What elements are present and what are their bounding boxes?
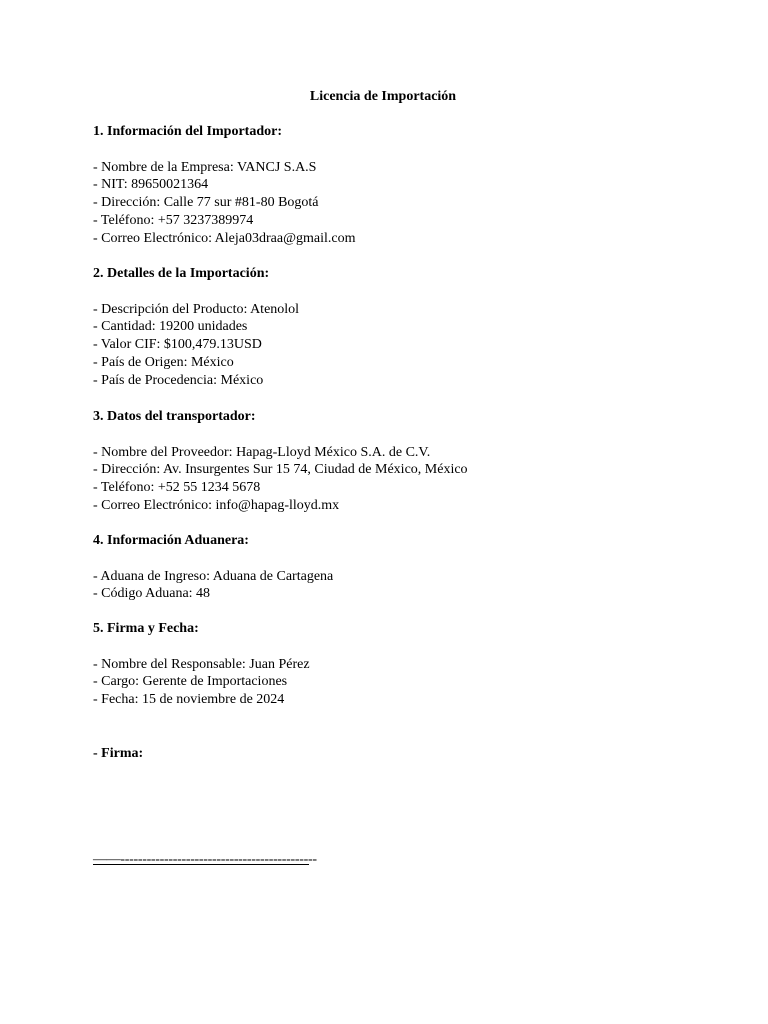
field-supplier-name: - Nombre del Proveedor: Hapag-Lloyd México S.A. de C.V. — [93, 444, 431, 460]
section-carrier-data — [93, 408, 713, 515]
signature-underline — [93, 864, 309, 865]
section-importer-info — [93, 123, 713, 248]
field-responsible-name: - Nombre del Responsable: Juan Pérez — [93, 656, 310, 672]
field-country-of-origin: - País de Origen: México — [93, 354, 234, 370]
document-title: Licencia de Importación — [309, 89, 457, 104]
section-import-details — [93, 265, 713, 390]
field-address: - Dirección: Calle 77 sur #81-80 Bogotá — [93, 195, 319, 211]
field-nit: - NIT: 89650021364 — [93, 177, 209, 193]
field-phone: - Teléfono: +52 55 1234 5678 — [93, 480, 261, 496]
section-heading: 3. Datos del transportador: — [93, 409, 256, 424]
field-company-name: - Nombre de la Empresa: VANCJ S.A.S — [93, 159, 317, 175]
section-signature-date — [93, 620, 713, 709]
field-product-description: - Descripción del Producto: Atenolol — [93, 301, 300, 317]
field-cif-value: - Valor CIF: $100,479.13USD — [93, 337, 262, 353]
section-customs-info — [93, 532, 713, 603]
field-customs-office: - Aduana de Ingreso: Aduana de Cartagena — [93, 568, 334, 584]
field-list — [93, 568, 713, 604]
signature-line: ——--------------------------------------------- — [93, 852, 317, 867]
section-heading: 2. Detalles de la Importación: — [93, 266, 270, 281]
field-email: - Correo Electrónico: Aleja03draa@gmail.com — [93, 230, 356, 246]
section-heading: 1. Información del Importador: — [93, 124, 282, 139]
section-heading: 4. Información Aduanera: — [93, 533, 249, 548]
field-quantity: - Cantidad: 19200 unidades — [93, 319, 248, 335]
field-address: - Dirección: Av. Insurgentes Sur 15 74, Ciudad de México, México — [93, 462, 468, 478]
field-list — [93, 444, 713, 515]
field-customs-code: - Código Aduana: 48 — [93, 586, 211, 602]
field-list — [93, 301, 713, 390]
field-position: - Cargo: Gerente de Importaciones — [93, 674, 288, 690]
field-country-of-provenance: - País de Procedencia: México — [93, 372, 264, 388]
field-phone: - Teléfono: +57 3237389974 — [93, 212, 254, 228]
field-date: - Fecha: 15 de noviembre de 2024 — [93, 692, 285, 708]
signature-label: - Firma: — [93, 746, 144, 761]
field-email: - Correo Electrónico: info@hapag-lloyd.mx — [93, 497, 340, 513]
field-list — [93, 656, 713, 709]
section-heading: 5. Firma y Fecha: — [93, 621, 199, 636]
field-list — [93, 159, 713, 248]
